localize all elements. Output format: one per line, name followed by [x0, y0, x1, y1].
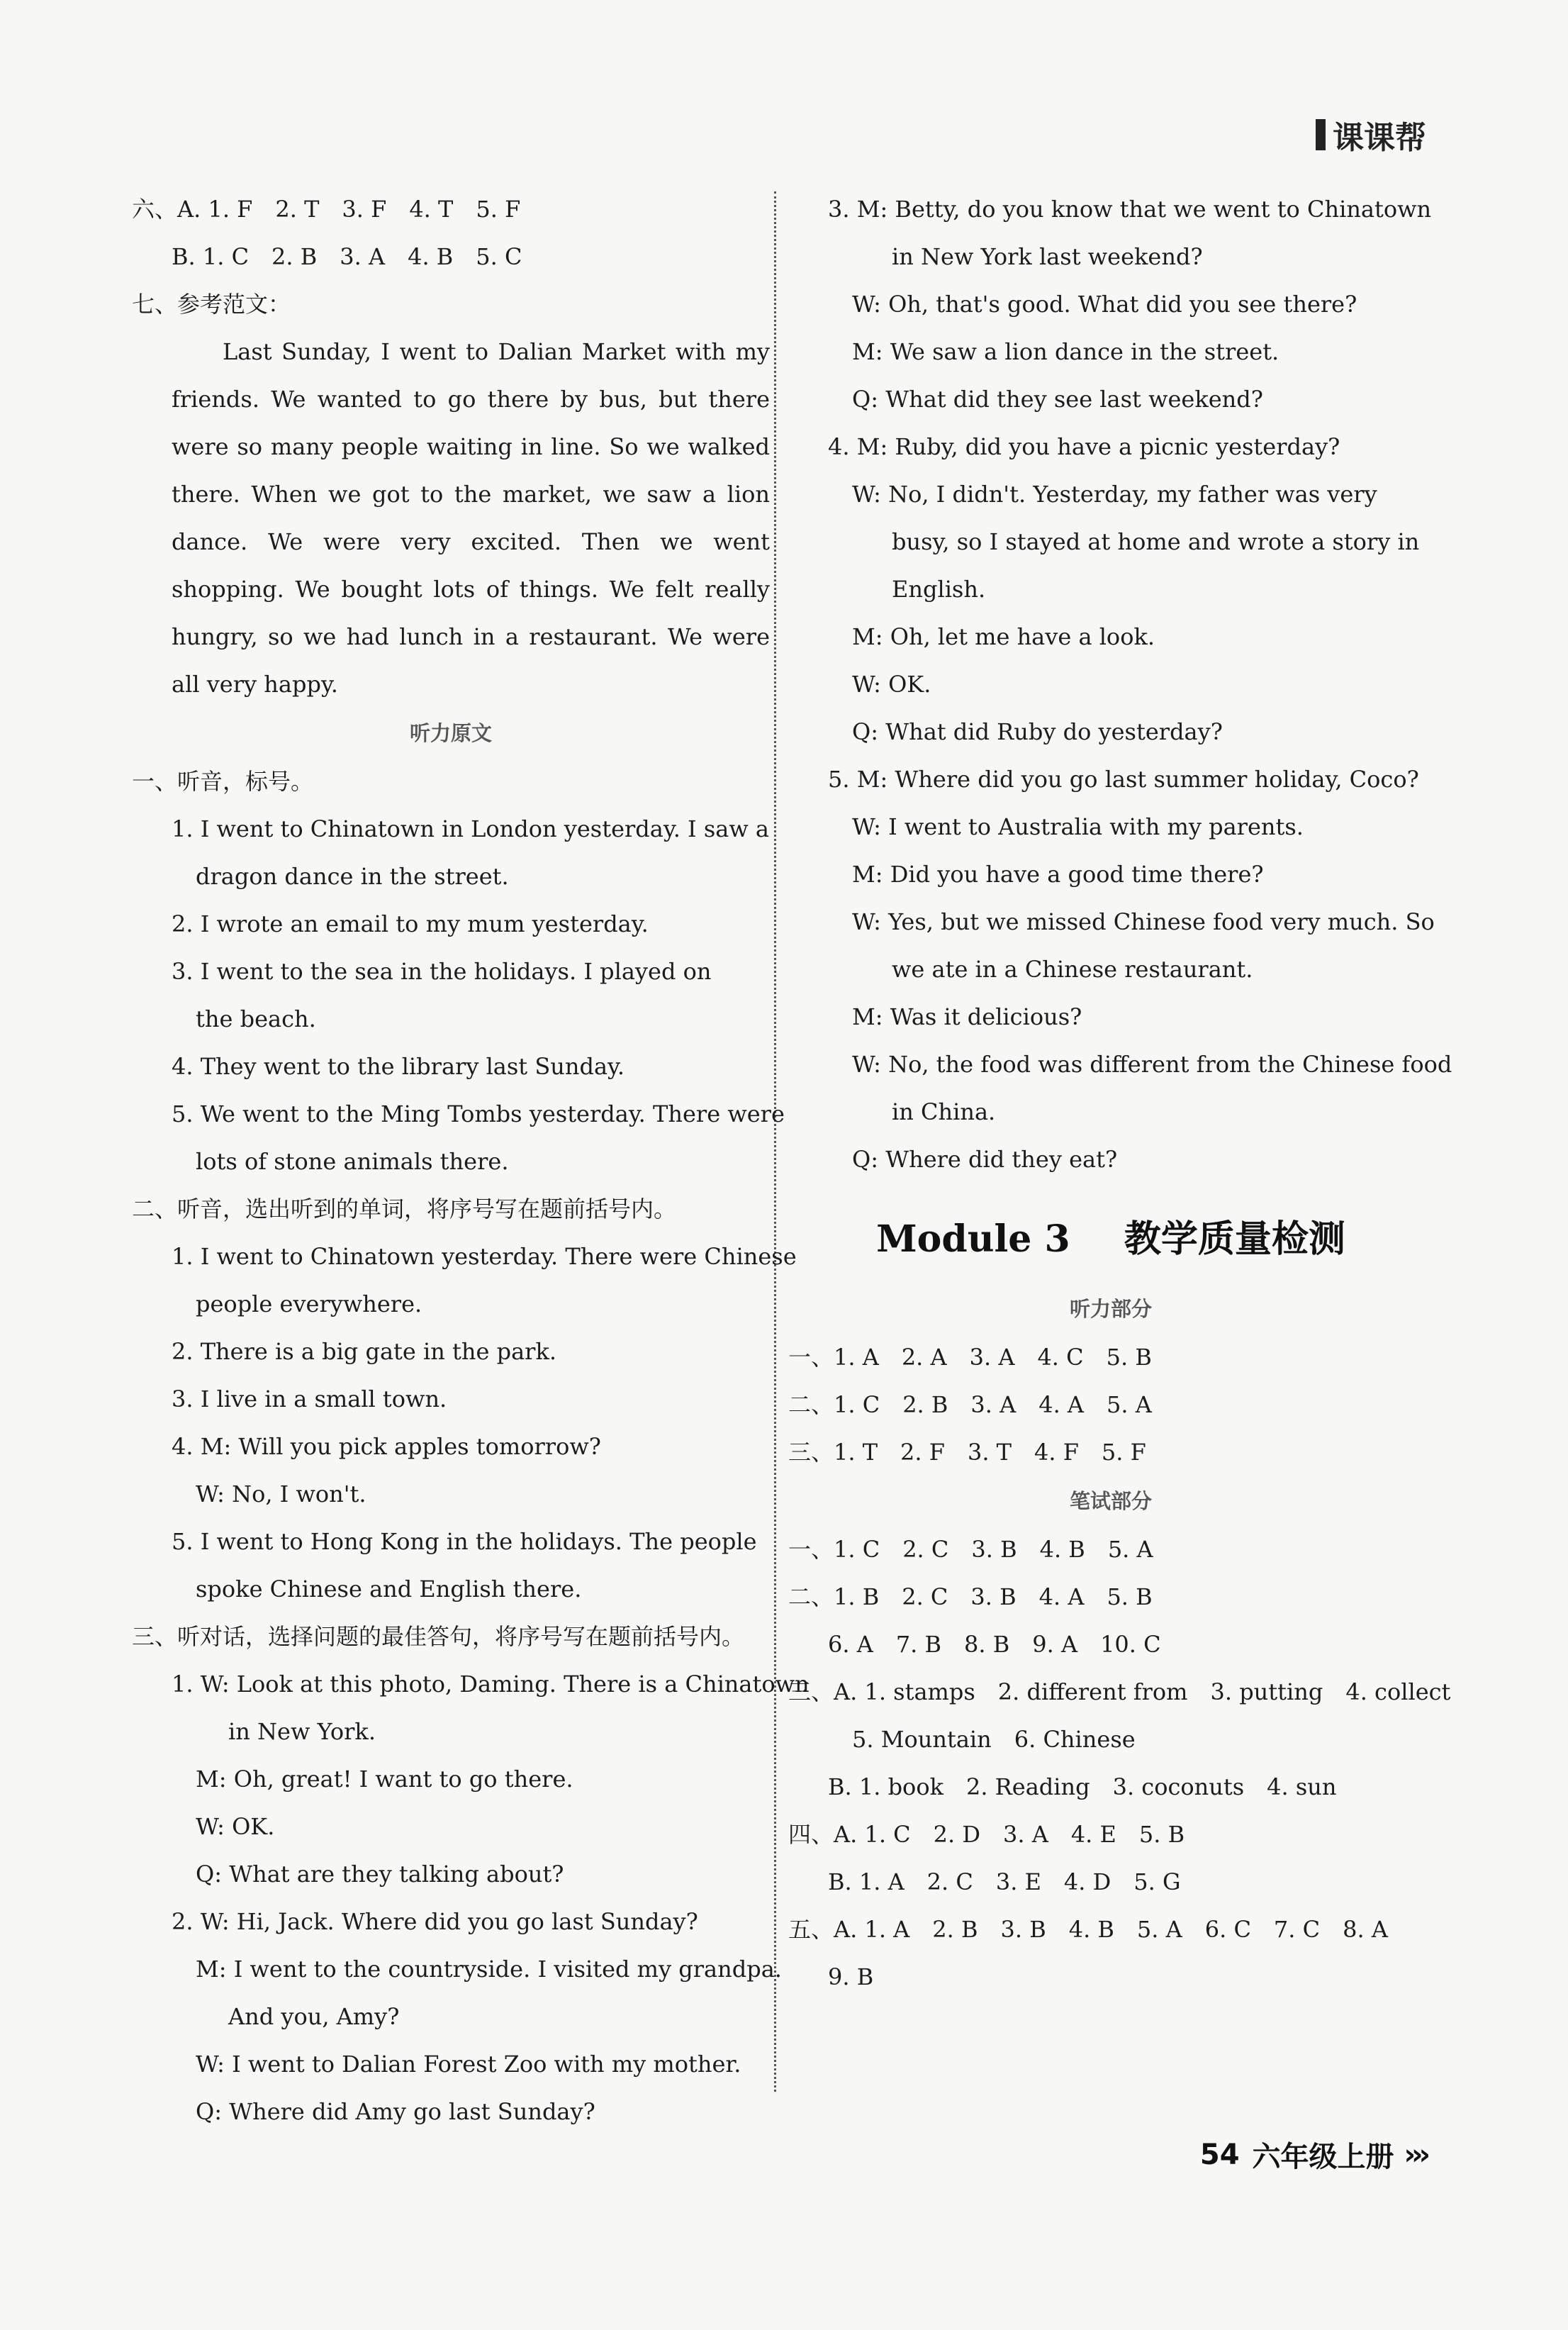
script-line: M: Was it delicious?	[852, 1003, 1082, 1030]
script-line: W: I went to Australia with my parents.	[852, 813, 1304, 840]
answer-line: 一、1. A 2. A 3. A 4. C 5. B	[788, 1344, 1152, 1371]
brand-bar	[1316, 119, 1326, 150]
script-line: W: OK.	[852, 671, 931, 698]
script-line: W: No, I won't.	[196, 1481, 366, 1507]
script-line: we ate in a Chinese restaurant.	[892, 956, 1253, 983]
script-line: in New York last weekend?	[892, 243, 1203, 270]
script-line: W: No, I didn't. Yesterday, my father was very	[852, 481, 1377, 508]
script-line: 1. I went to Chinatown yesterday. There were Chinese	[172, 1243, 797, 1270]
column-divider	[774, 191, 776, 2092]
section-heading: 七、参考范文：	[132, 291, 291, 318]
listening-script-title: 听力原文	[409, 721, 492, 745]
brand-logo	[1316, 112, 1426, 157]
written-part-title: 笔试部分	[1069, 1489, 1152, 1513]
script-line: in China.	[892, 1098, 996, 1125]
answer-line: 五、A. 1. A 2. B 3. B 4. B 5. A 6. C 7. C 8. A	[788, 1916, 1388, 1943]
answer-line: 三、A. 1. stamps 2. different from 3. putting 4. collect	[788, 1678, 1451, 1705]
module-title-en: Module 3	[876, 1217, 1070, 1261]
answer-line: B. 1. book 2. Reading 3. coconuts 4. sun	[828, 1773, 1337, 1800]
page-footer	[1200, 2134, 1426, 2175]
essay-text: Last Sunday, I went to Dalian Market with my friends. We wanted to go there by bus, but there were so many people waiting in line. So we walked there. When we got to the market, we saw a lion dance. We were very excited. Then we went shopping. We bought lots of things. We felt really hungry, so we had lunch in a restaurant. We were all very happy.	[172, 338, 770, 698]
script-line: 2. I wrote an email to my mum yesterday.	[172, 910, 649, 937]
right-column	[788, 186, 1452, 2001]
brand-name: 课课帮	[1333, 120, 1426, 156]
script-line: W: Oh, that's good. What did you see there?	[852, 291, 1357, 318]
script-line: dragon dance in the street.	[196, 863, 509, 890]
module-title	[788, 1208, 1433, 1271]
script-line: lots of stone animals there.	[196, 1148, 509, 1175]
left-column	[132, 186, 810, 2136]
script-line: 5. We went to the Ming Tombs yesterday. There were	[172, 1100, 785, 1127]
script-line: Q: Where did they eat?	[852, 1146, 1118, 1173]
script-line: busy, so I stayed at home and wrote a story in	[892, 528, 1420, 555]
module-title-cn: 教学质量检测	[1124, 1218, 1345, 1261]
script-line: spoke Chinese and English there.	[196, 1576, 582, 1602]
script-line: 3. I live in a small town.	[172, 1386, 447, 1412]
answer-line: 二、1. C 2. B 3. A 4. A 5. A	[788, 1391, 1152, 1418]
script-line: 5. I went to Hong Kong in the holidays. The people	[172, 1528, 757, 1555]
script-line: Q: What did they see last weekend?	[852, 386, 1263, 413]
script-line: Q: Where did Amy go last Sunday?	[196, 2098, 595, 2125]
answer-line: 二、1. B 2. C 3. B 4. A 5. B	[788, 1583, 1153, 1610]
script-line: 2. W: Hi, Jack. Where did you go last Sunday?	[172, 1908, 698, 1935]
script-line: English.	[892, 576, 986, 603]
script-line: M: Oh, let me have a look.	[852, 623, 1155, 650]
script-line: 3. M: Betty, do you know that we went to Chinatown	[828, 196, 1432, 223]
script-line: 4. M: Will you pick apples tomorrow?	[172, 1433, 601, 1460]
answer-line: 5. Mountain 6. Chinese	[852, 1726, 1136, 1753]
script-line: 1. I went to Chinatown in London yesterday. I saw a	[172, 815, 769, 842]
answer-line: 六、A. 1. F 2. T 3. F 4. T 5. F	[132, 196, 521, 223]
answer-line: B. 1. C 2. B 3. A 4. B 5. C	[172, 243, 522, 270]
answer-line: 一、1. C 2. C 3. B 4. B 5. A	[788, 1536, 1153, 1563]
script-line: 1. W: Look at this photo, Daming. There is a Chinatown	[172, 1671, 810, 1698]
script-line: Q: What are they talking about?	[196, 1861, 564, 1888]
script-line: W: OK.	[196, 1813, 275, 1840]
script-line: 5. M: Where did you go last summer holiday, Coco?	[828, 766, 1419, 793]
chevrons-right-icon: ›››	[1404, 2138, 1426, 2171]
script-line: Q: What did Ruby do yesterday?	[852, 718, 1223, 745]
script-line: 2. There is a big gate in the park.	[172, 1338, 556, 1365]
answer-line: 三、1. T 2. F 3. T 4. F 5. F	[788, 1439, 1146, 1466]
answer-line: 四、A. 1. C 2. D 3. A 4. E 5. B	[788, 1821, 1185, 1848]
script-line: M: Oh, great! I want to go there.	[196, 1766, 573, 1793]
script-line: W: Yes, but we missed Chinese food very much. So	[852, 908, 1435, 935]
script-line: 4. M: Ruby, did you have a picnic yesterday?	[828, 433, 1340, 460]
answer-line: 9. B	[828, 1963, 874, 1990]
script-line: people everywhere.	[196, 1291, 422, 1317]
script-line: W: No, the food was different from the Chinese food	[852, 1051, 1452, 1078]
page-number: 54	[1199, 2138, 1240, 2171]
section-heading: 一、听音，标号。	[132, 768, 314, 795]
script-line: And you, Amy?	[228, 2003, 400, 2030]
section-heading: 三、听对话，选择问题的最佳答句，将序号写在题前括号内。	[132, 1623, 745, 1650]
script-line: 3. I went to the sea in the holidays. I played on	[172, 958, 712, 985]
script-line: 4. They went to the library last Sunday.	[172, 1053, 625, 1080]
grade-label: 六年级上册	[1252, 2141, 1394, 2173]
answer-line: B. 1. A 2. C 3. E 4. D 5. G	[828, 1868, 1181, 1895]
sample-essay	[132, 328, 770, 708]
script-line: the beach.	[196, 1005, 316, 1032]
script-line: M: Did you have a good time there?	[852, 861, 1264, 888]
listening-part-title: 听力部分	[1069, 1297, 1152, 1321]
script-line: M: We saw a lion dance in the street.	[852, 338, 1279, 365]
answer-line: 6. A 7. B 8. B 9. A 10. C	[828, 1631, 1161, 1658]
script-line: M: I went to the countryside. I visited my grandpa.	[196, 1956, 782, 1983]
section-heading: 二、听音，选出听到的单词，将序号写在题前括号内。	[132, 1195, 677, 1222]
script-line: W: I went to Dalian Forest Zoo with my mother.	[196, 2051, 741, 2078]
script-line: in New York.	[228, 1718, 376, 1745]
